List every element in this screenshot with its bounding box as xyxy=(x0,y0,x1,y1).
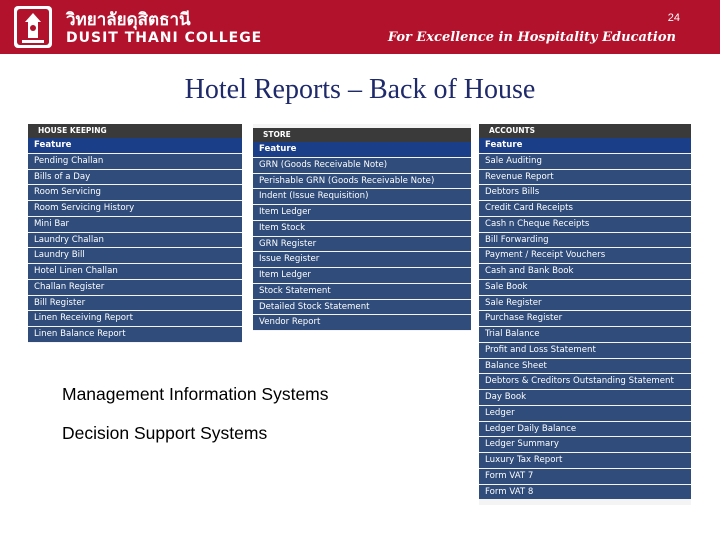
accounts-menu-item[interactable]: Cash n Cheque Receipts xyxy=(479,217,691,233)
accounts-menu-item[interactable]: Credit Card Receipts xyxy=(479,201,691,217)
housekeeping-menu-item[interactable]: Bills of a Day xyxy=(28,170,242,186)
store-menu-item[interactable]: Item Ledger xyxy=(253,268,471,284)
store-panel xyxy=(253,124,471,327)
housekeeping-menu-item[interactable]: Room Servicing xyxy=(28,185,242,201)
page-number: 24 xyxy=(667,12,680,24)
housekeeping-menu-item[interactable]: Bill Register xyxy=(28,296,242,312)
housekeeping-menu-item[interactable]: Challan Register xyxy=(28,280,242,296)
college-name-english: DUSIT THANI COLLEGE xyxy=(66,30,263,46)
accounts-menu-item[interactable]: Debtors & Creditors Outstanding Statement xyxy=(479,374,691,390)
accounts-menu-item[interactable]: Bill Forwarding xyxy=(479,233,691,249)
accounts-menu-item[interactable]: Cash and Bank Book xyxy=(479,264,691,280)
store-menu-item[interactable]: Indent (Issue Requisition) xyxy=(253,189,471,205)
store-menu-item[interactable]: GRN Register xyxy=(253,237,471,253)
housekeeping-menu-item[interactable]: Feature xyxy=(28,138,242,154)
accounts-menu-item[interactable]: Debtors Bills xyxy=(479,185,691,201)
store-menu-item[interactable]: Issue Register xyxy=(253,252,471,268)
college-tagline: For Excellence in Hospitality Education xyxy=(387,30,676,45)
accounts-menu-item[interactable]: Ledger Summary xyxy=(479,437,691,453)
accounts-menu-item[interactable]: Feature xyxy=(479,138,691,154)
accounts-menu-item[interactable]: Balance Sheet xyxy=(479,359,691,375)
header-bar xyxy=(0,0,720,54)
store-menu-item[interactable]: Item Stock xyxy=(253,221,471,237)
housekeeping-menu-item[interactable]: Linen Balance Report xyxy=(28,327,242,343)
accounts-menu-item[interactable]: Payment / Receipt Vouchers xyxy=(479,248,691,264)
housekeeping-menu-item[interactable]: Mini Bar xyxy=(28,217,242,233)
housekeeping-menu-item[interactable]: Pending Challan xyxy=(28,154,242,170)
accounts-menu-item[interactable]: Luxury Tax Report xyxy=(479,453,691,469)
note-mis: Management Information Systems xyxy=(62,384,329,404)
store-menu-item[interactable]: Item Ledger xyxy=(253,205,471,221)
store-menu-item[interactable]: Feature xyxy=(253,142,471,158)
store-menu-item[interactable]: Detailed Stock Statement xyxy=(253,300,471,316)
college-crest-logo xyxy=(8,4,58,50)
housekeeping-menu-item[interactable]: Laundry Bill xyxy=(28,248,242,264)
note-dss: Decision Support Systems xyxy=(62,423,268,443)
accounts-menu-item[interactable]: Ledger Daily Balance xyxy=(479,422,691,438)
accounts-menu-item[interactable]: Trial Balance xyxy=(479,327,691,343)
accounts-menu-item[interactable]: Sale Auditing xyxy=(479,154,691,170)
store-menu-item[interactable]: Stock Statement xyxy=(253,284,471,300)
store-menu-item[interactable]: GRN (Goods Receivable Note) xyxy=(253,158,471,174)
accounts-menu-item[interactable]: Sale Register xyxy=(479,296,691,312)
accounts-menu-item[interactable]: Sale Book xyxy=(479,280,691,296)
college-name-thai: วิทยาลัยดุสิตธานี xyxy=(66,10,191,30)
accounts-menu-item[interactable]: Profit and Loss Statement xyxy=(479,343,691,359)
housekeeping-heading: HOUSE KEEPING xyxy=(28,124,242,138)
housekeeping-panel xyxy=(28,124,242,343)
accounts-menu-item[interactable]: Revenue Report xyxy=(479,170,691,186)
housekeeping-menu-item[interactable]: Laundry Challan xyxy=(28,233,242,249)
housekeeping-menu-item[interactable]: Room Servicing History xyxy=(28,201,242,217)
housekeeping-menu-item[interactable]: Linen Receiving Report xyxy=(28,311,242,327)
slide-title: Hotel Reports – Back of House xyxy=(184,74,536,105)
accounts-panel xyxy=(479,124,691,505)
store-menu-item[interactable]: Perishable GRN (Goods Receivable Note) xyxy=(253,174,471,190)
accounts-menu-item[interactable]: Day Book xyxy=(479,390,691,406)
store-heading: STORE xyxy=(253,128,471,142)
accounts-menu-item[interactable]: Purchase Register xyxy=(479,311,691,327)
accounts-menu-item[interactable]: Ledger xyxy=(479,406,691,422)
housekeeping-menu-item[interactable]: Hotel Linen Challan xyxy=(28,264,242,280)
accounts-menu-item[interactable]: Form VAT 7 xyxy=(479,469,691,485)
store-menu-item[interactable]: Vendor Report xyxy=(253,315,471,331)
accounts-heading: ACCOUNTS xyxy=(479,124,691,138)
accounts-menu-item[interactable]: Form VAT 8 xyxy=(479,485,691,501)
